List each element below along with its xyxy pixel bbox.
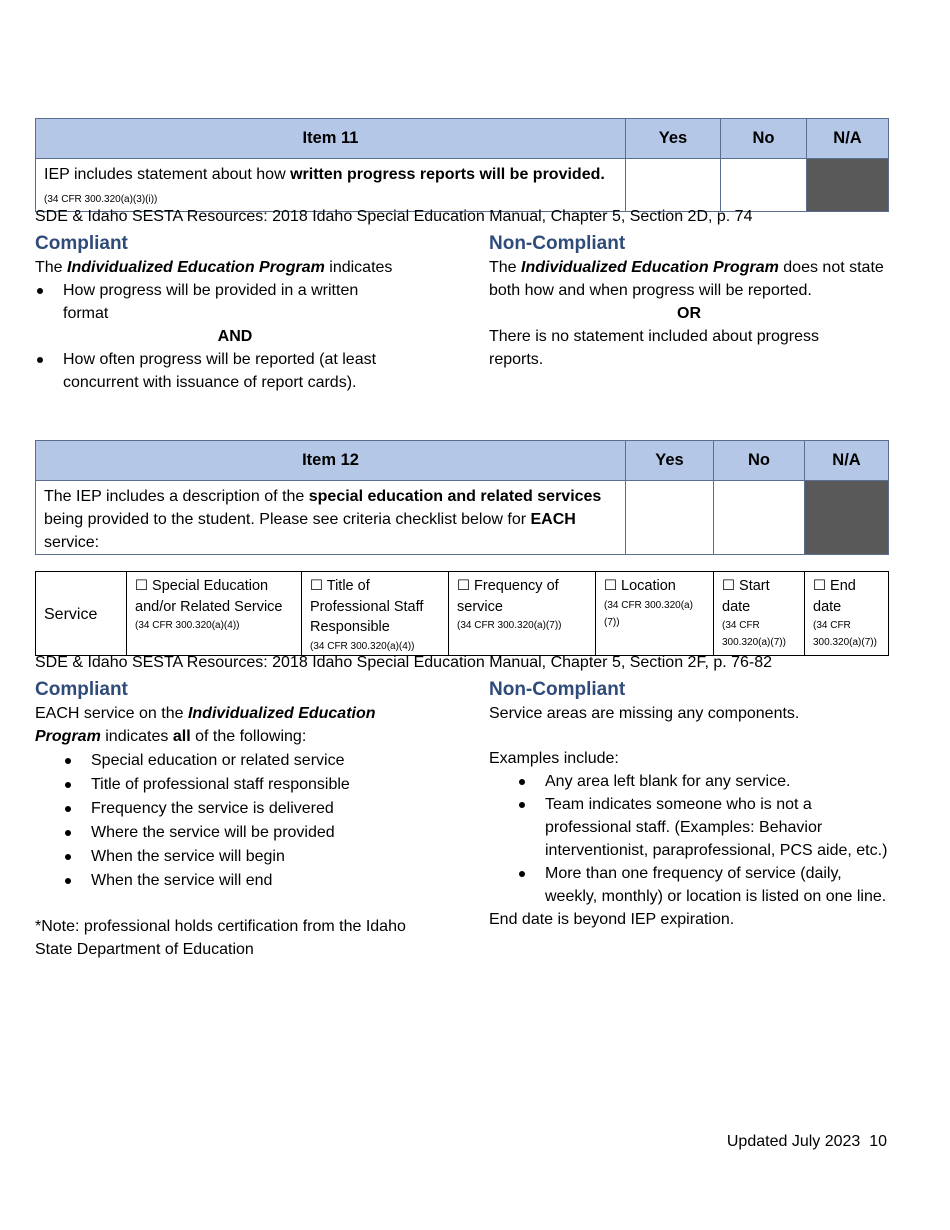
page-footer: Updated July 2023 10 (726, 1133, 887, 1150)
yes-cell[interactable] (626, 481, 714, 555)
noncompliant-text: The Individualized Education Program does not state both how and when progress will be reported. (489, 259, 884, 299)
noncompliant-heading: Non-Compliant (489, 679, 626, 700)
frequency-checkbox-cell[interactable]: ☐ Frequency of service (34 CFR 300.320(a)(7)) (449, 572, 596, 656)
no-cell[interactable] (721, 159, 807, 212)
examples-label: Examples include: (489, 750, 619, 767)
item-12-statement: The IEP includes a description of the special education and related services being provided to the student. Please see criteria checklist below for EACH service: (36, 481, 626, 555)
na-cell-shaded (807, 159, 889, 212)
list-item: Title of professional staff responsible (35, 773, 435, 797)
item-11-noncompliant-section (489, 232, 889, 371)
list-item: Any area left blank for any service. (489, 770, 889, 793)
service-type-checkbox-cell[interactable]: ☐ Special Education and/or Related Service (34 CFR 300.320(a)(4)) (127, 572, 302, 656)
or-label: OR (677, 305, 701, 322)
yes-header: Yes (626, 441, 714, 481)
compliant-intro: The Individualized Education Program indicates (35, 259, 393, 276)
compliant-heading: Compliant (35, 679, 128, 700)
item-12-noncompliant-section (489, 678, 889, 931)
yes-header: Yes (626, 119, 721, 159)
na-header: N/A (807, 119, 889, 159)
end-date-checkbox-cell[interactable]: ☐ End date (34 CFR 300.320(a)(7)) (805, 572, 889, 656)
citation: (34 CFR 300.320(a)(3)(i)) (44, 194, 158, 205)
and-label: AND (217, 328, 253, 345)
item-11-source: SDE & Idaho SESTA Resources: 2018 Idaho Special Education Manual, Chapter 5, Section 2D, p. 74 (35, 208, 753, 225)
no-header: No (714, 441, 805, 481)
service-checklist-table (35, 571, 889, 656)
noncompliant-text: Service areas are missing any components. (489, 705, 800, 722)
na-cell-shaded (805, 481, 889, 555)
item-12-source: SDE & Idaho SESTA Resources: 2018 Idaho Special Education Manual, Chapter 5, Section 2F, p. 76-82 (35, 654, 773, 671)
list-item: Team indicates someone who is not a professional staff. (Examples: Behavior interventionist, paraprofessional, PCS aide, etc.) (489, 793, 889, 862)
list-item: Frequency the service is delivered (35, 797, 435, 821)
list-item: Where the service will be provided (35, 821, 435, 845)
list-item: How often progress will be reported (at least concurrent with issuance of report cards). (35, 348, 415, 394)
noncompliant-text-2: There is no statement included about progress reports. (489, 328, 819, 368)
end-date-text: End date is beyond IEP expiration. (489, 911, 735, 928)
yes-cell[interactable] (626, 159, 721, 212)
service-label: Service (36, 572, 127, 656)
start-date-checkbox-cell[interactable]: ☐ Start date (34 CFR 300.320(a)(7)) (714, 572, 805, 656)
no-header: No (721, 119, 807, 159)
list-item: More than one frequency of service (daily, weekly, monthly) or location is listed on one line. (489, 862, 889, 908)
no-cell[interactable] (714, 481, 805, 555)
item-11-statement: IEP includes statement about how written progress reports will be provided. (34 CFR 300.320(a)(3)(i)) (36, 159, 626, 212)
item-12-table (35, 440, 889, 555)
staff-title-checkbox-cell[interactable]: ☐ Title of Professional Staff Responsible (34 CFR 300.320(a)(4)) (302, 572, 449, 656)
item-11-compliant-section (35, 232, 435, 394)
item-12-compliant-section (35, 678, 435, 961)
item-11-header: Item 11 (36, 119, 626, 159)
compliant-intro: EACH service on the Individualized Education Program indicates all of the following: (35, 705, 376, 745)
noncompliant-heading: Non-Compliant (489, 233, 626, 254)
list-item: When the service will end (35, 869, 435, 893)
certification-note: *Note: professional holds certification from the Idaho State Department of Education (35, 918, 406, 958)
list-item: Special education or related service (35, 749, 435, 773)
location-checkbox-cell[interactable]: ☐ Location (34 CFR 300.320(a)(7)) (596, 572, 714, 656)
compliant-heading: Compliant (35, 233, 128, 254)
list-item: When the service will begin (35, 845, 435, 869)
list-item: How progress will be provided in a written format (35, 279, 405, 325)
na-header: N/A (805, 441, 889, 481)
item-12-header: Item 12 (36, 441, 626, 481)
item-11-table (35, 118, 889, 212)
